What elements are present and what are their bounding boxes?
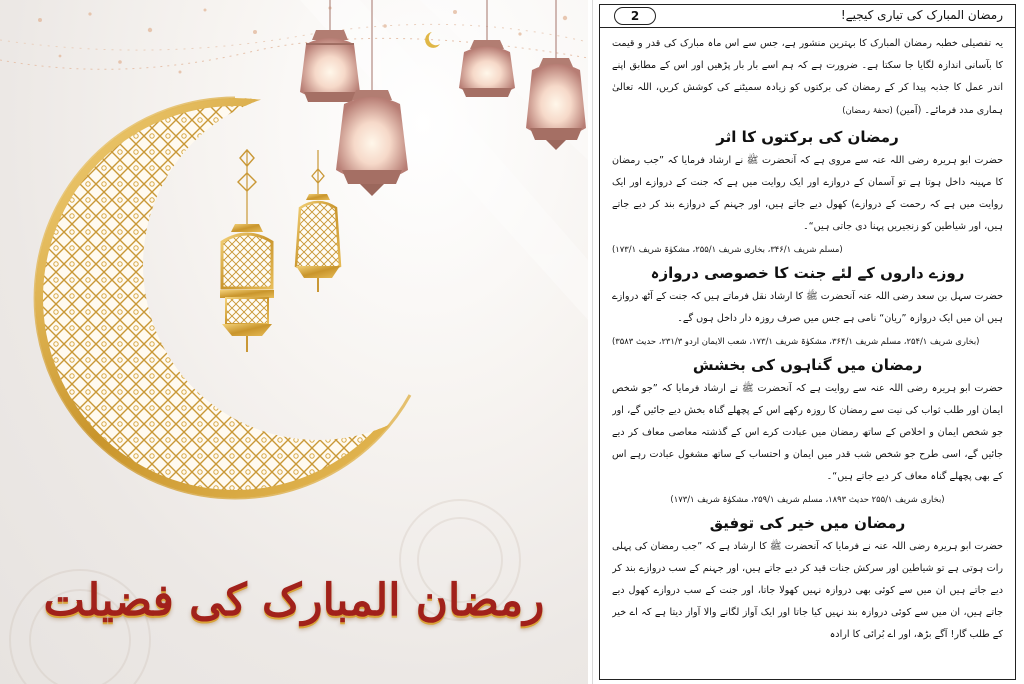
intro-paragraph: [612, 33, 1003, 122]
section-paragraph: حضرت سہل بن سعد رضی اللہ عنہ آنحضرت ﷺ کا ارشاد نقل فرماتے ہیں کہ جنت کے آٹھ دروازے ہیں ان میں ایک دروازہ ”ریان“ نامی ہے جس میں صرف روزہ دار داخل ہوں گے۔: [612, 291, 1003, 324]
intro-text: یہ تفصیلی خطبہ رمضان المبارک کا بہترین منشور ہے، جس سے اس ماہ مبارک کی قدر و قیمت کا بآسانی اندازہ لگایا جا سکتا ہے۔ ضرورت ہے کہ ہم اسے بار بار پڑھیں اور اس کے مطابق اپنے اندر عمل کا جذبہ پیدا کر کے رمضان کی برکتوں کو زیادہ سمیٹنے کی کوشش کریں، اللہ تعالیٰ ہماری مدد فرمائے۔ (آمین): [612, 38, 1003, 116]
section-heading: روزے داروں کے لئے جنت کا خصوصی دروازہ: [650, 264, 965, 282]
section-heading: رمضان میں خیر کی توفیق: [709, 514, 906, 532]
section-heading: رمضان میں گناہوں کی بخشش: [692, 356, 923, 374]
section-heading: رمضان کی برکتوں کا اثر: [716, 128, 899, 146]
page-border: [599, 4, 1016, 680]
document-page: [592, 0, 1024, 684]
hadith-reference: (بخاری شریف ۲۵۴/۱، مسلم شریف ۳۶۴/۱، مشکوٰۃ شریف ۱۷۳/۱، شعب الایمان اردو ۲۳۱/۳، حدیث ۳۵۸۳): [612, 336, 980, 346]
hadith-reference: (بخاری شریف ۲۵۵/۱ حدیث ۱۸۹۳، مسلم شریف ۲۵۹/۱، مشکوٰۃ شریف ۱۷۳/۱): [670, 494, 945, 504]
page-content: [612, 33, 1003, 673]
running-head: رمضان المبارک کی تیاری کیجیے!: [840, 8, 1003, 22]
section-paragraph: حضرت ابو ہریرہ رضی اللہ عنہ سے روایت ہے کہ آنحضرت ﷺ نے ارشاد فرمایا کہ ”جو شخص ایمان اور طلب ثواب کی نیت سے رمضان کا روزہ رکھے اس کے پچھلے گناہ بخش دیے جائیں گے، اور جو شخص ایمان و اخلاص کے ساتھ رمضان میں عبادت کرے اس کے گذشتہ معاصی معاف کر دیے جائیں گے، اسی طرح جو شخص شب قدر میں ایمان و احتساب کے ساتھ مشغول عبادت رہے اس کے بھی پچھلے گناہ معاف کر دیے جاتے ہیں“۔: [612, 383, 1003, 482]
section-paragraph: حضرت ابو ہریرہ رضی اللہ عنہ نے فرمایا کہ آنحضرت ﷺ کا ارشاد ہے کہ ”جب رمضان کی پہلی رات ہوتی ہے تو شیاطین اور سرکش جنات قید کر دیے جاتے ہیں، اور جہنم کے سب دروازے بند کر دیے جاتے ہیں ان میں سے کوئی بھی دروازہ نہیں کھولا جاتا، اور جنت کے سب دروازے کھول دیے جاتے ہیں، ان میں سے کوئی دروازہ بند نہیں کیا جاتا اور ایک آواز لگانے والا آواز دیتا ہے کہ اے خیر کے طلب گار! آگے بڑھ، اور اے بُرائی کا ارادہ: [612, 541, 1003, 640]
page-number: 2: [614, 7, 656, 25]
intro-reference: (تحفۂ رمضان): [842, 105, 893, 115]
section-paragraph: حضرت ابو ہریرہ رضی اللہ عنہ سے مروی ہے کہ آنحضرت ﷺ نے ارشاد فرمایا کہ ”جب رمضان کا مہینہ داخل ہوتا ہے تو آسمان کے دروازے اور ایک روایت میں ہے کہ جنت کے دروازے اور ایک روایت میں ہے کہ رحمت کے دروازے) کھول دیے جاتے ہیں، اور جہنم کے دروازے بند کر دیے جاتے ہیں، اور شیاطین کو زنجیریں پہنا دی جاتی ہیں“۔: [612, 155, 1003, 232]
cover-title: رمضان المبارک کی فضیلت: [43, 575, 545, 626]
page-header: [600, 5, 1015, 28]
hadith-reference: (مسلم شریف ۳۴۶/۱، بخاری شریف ۲۵۵/۱، مشکوٰۃ شریف ۱۷۳/۱): [612, 244, 843, 254]
